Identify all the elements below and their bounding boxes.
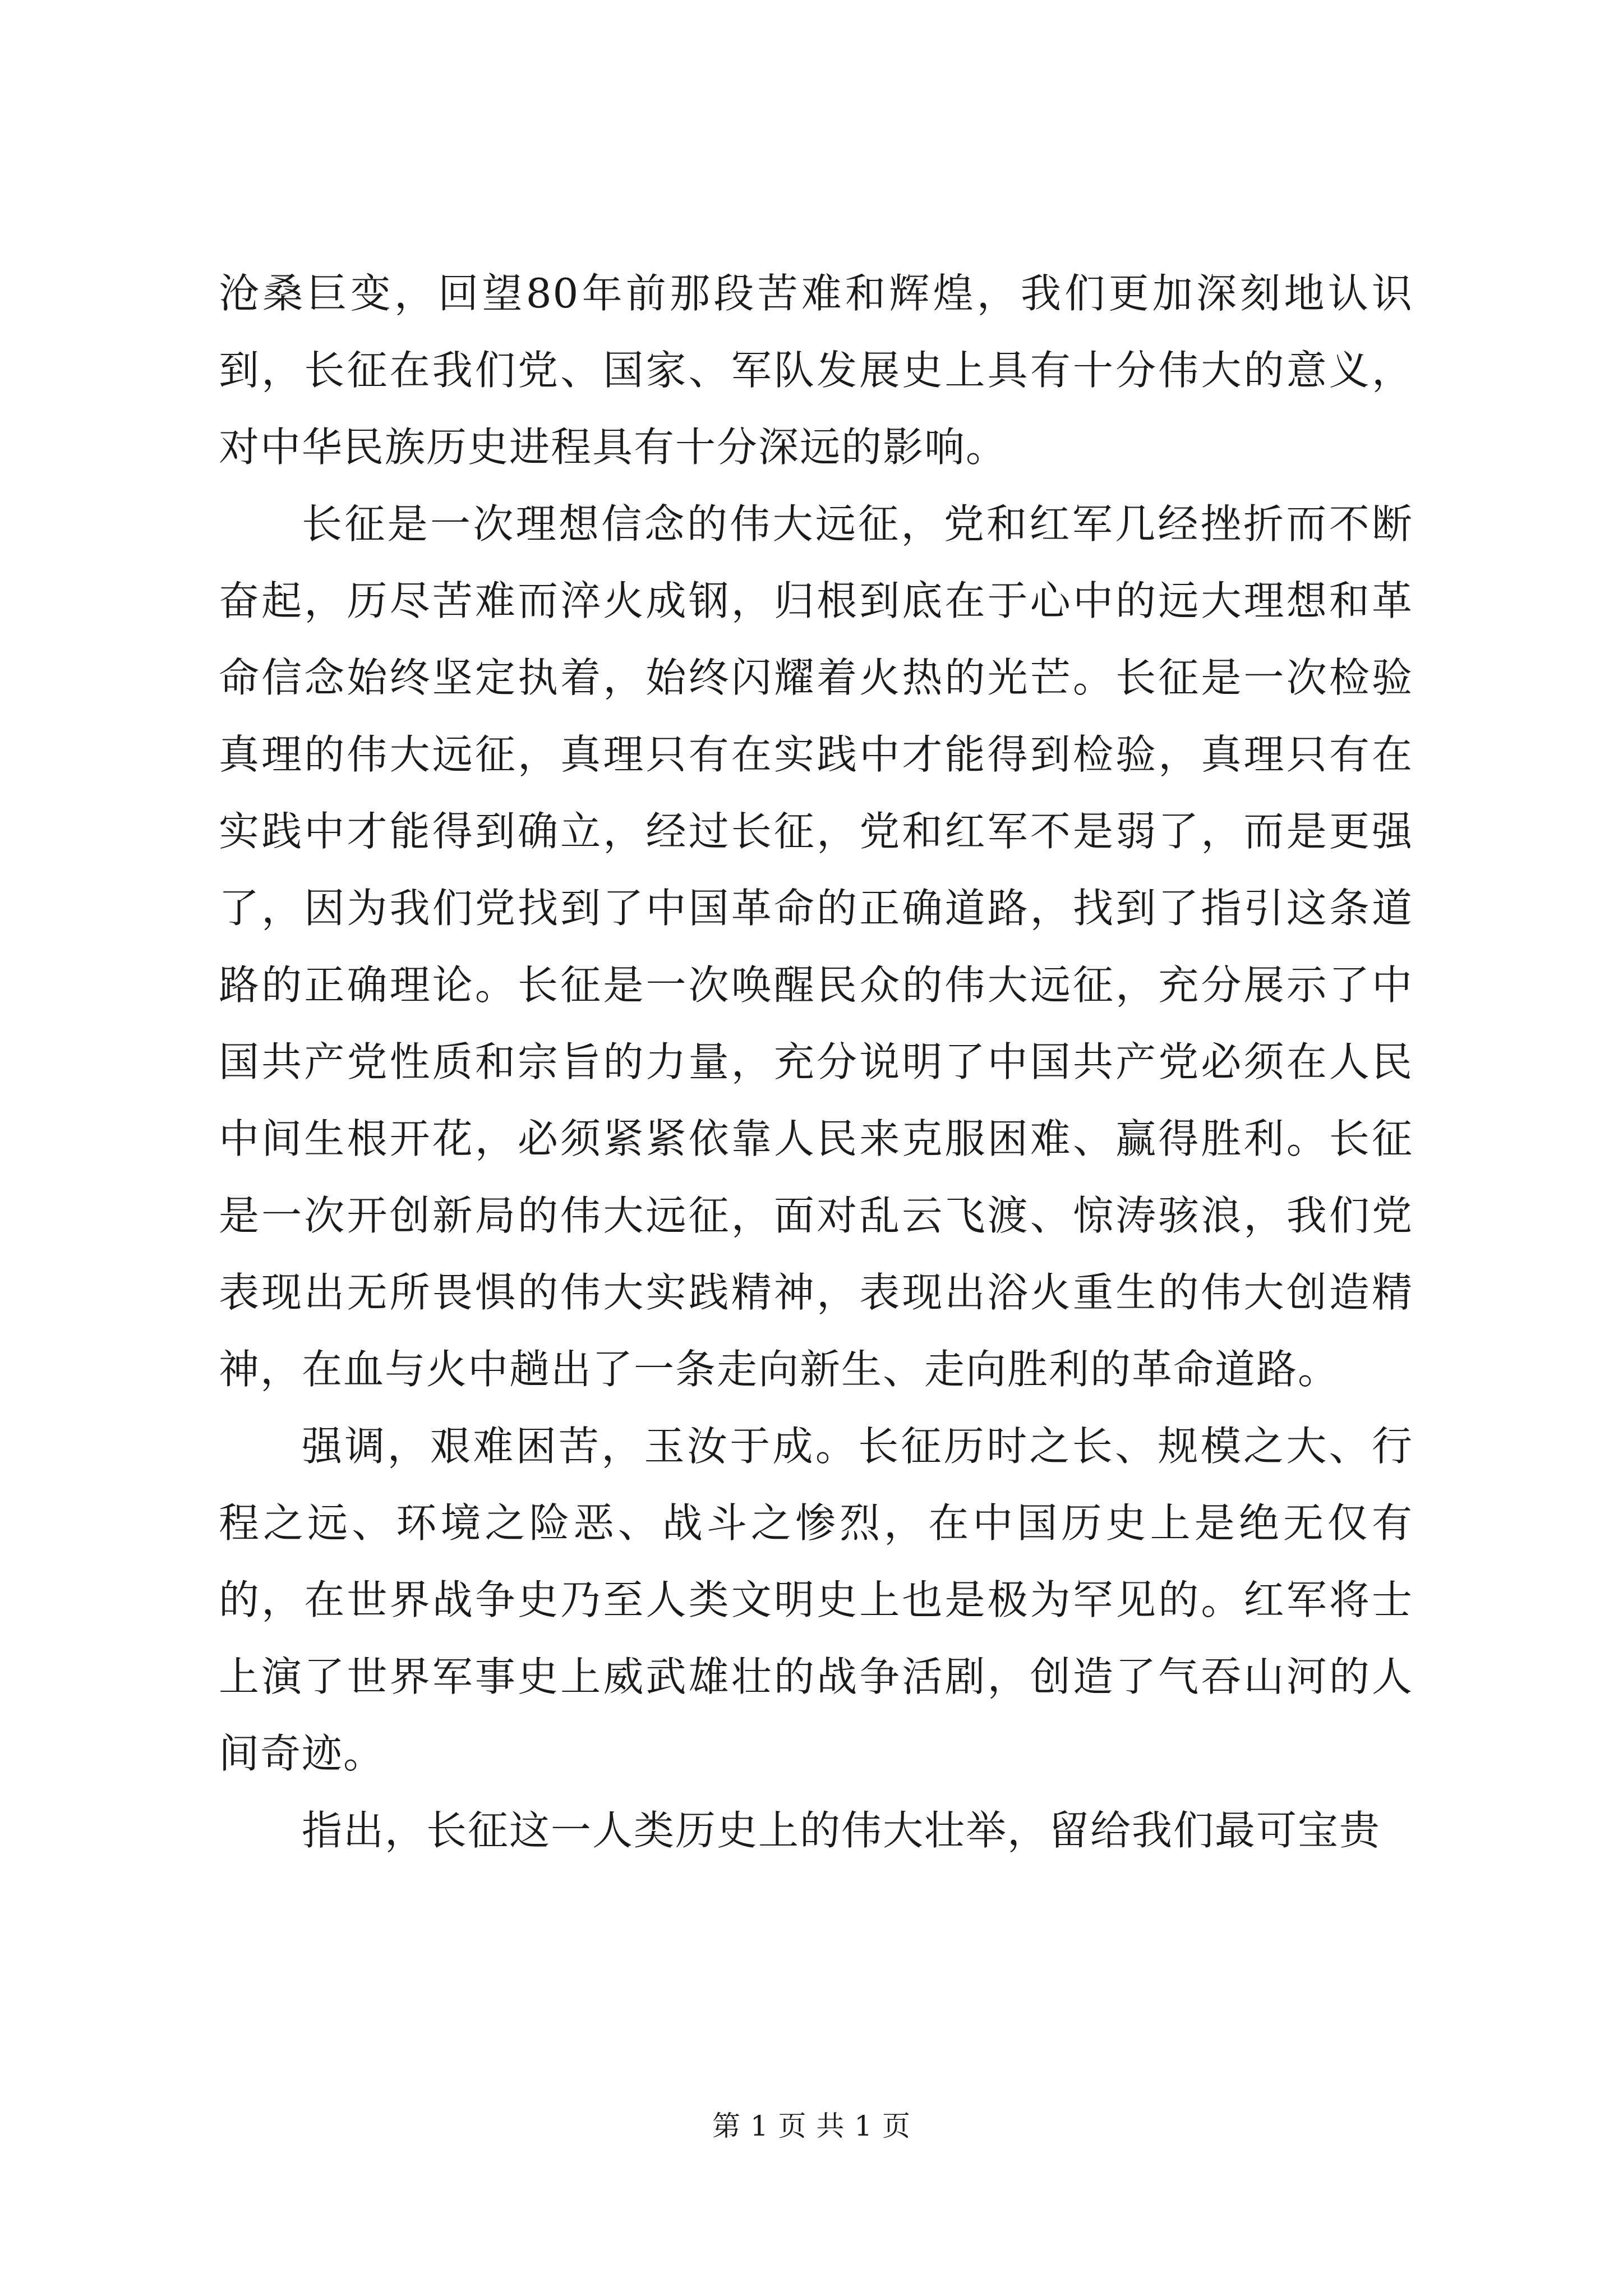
- paragraph: 长征是一次理想信念的伟大远征，党和红军几经挫折而不断奋起，历尽苦难而淬火成钢，归根到底在于心中的远大理想和革命信念始终坚定执着，始终闪耀着火热的光芒。长征是一次检验真理的伟大远征，真理只有在实践中才能得到检验，真理只有在实践中才能得到确立，经过长征，党和红军不是弱了，而是更强了，因为我们党找到了中国革命的正确道路，找到了指引这条道路的正确理论。长征是一次唤醒民众的伟大远征，充分展示了中国共产党性质和宗旨的力量，充分说明了中国共产党必须在人民中间生根开花，必须紧紧依靠人民来克服困难、赢得胜利。长征是一次开创新局的伟大远征，面对乱云飞渡、惊涛骇浪，我们党表现出无所畏惧的伟大实践精神，表现出浴火重生的伟大创造精神，在血与火中趟出了一条走向新生、走向胜利的革命道路。: [219, 500, 1413, 1393]
- paragraph: 强调，艰难困苦，玉汝于成。长征历时之长、规模之大、行程之远、环境之险恶、战斗之惨烈，在中国历史上是绝无仅有的，在世界战争史乃至人类文明史上也是极为罕见的。红军将士上演了世界军事史上威武雄壮的战争活剧，创造了气吞山河的人间奇迹。: [219, 1423, 1413, 1777]
- document-body: [219, 255, 1413, 1869]
- paragraph-continuation: 沧桑巨变，回望80年前那段苦难和辉煌，我们更加深刻地认识到，长征在我们党、国家、军队发展史上具有十分伟大的意义，对中华民族历史进程具有十分深远的影响。: [219, 270, 1413, 471]
- paragraph: 指出，长征这一人类历史上的伟大壮举，留给我们最可宝贵: [302, 1807, 1381, 1854]
- page-number-footer: 第 1 页 共 1 页: [712, 2110, 911, 2142]
